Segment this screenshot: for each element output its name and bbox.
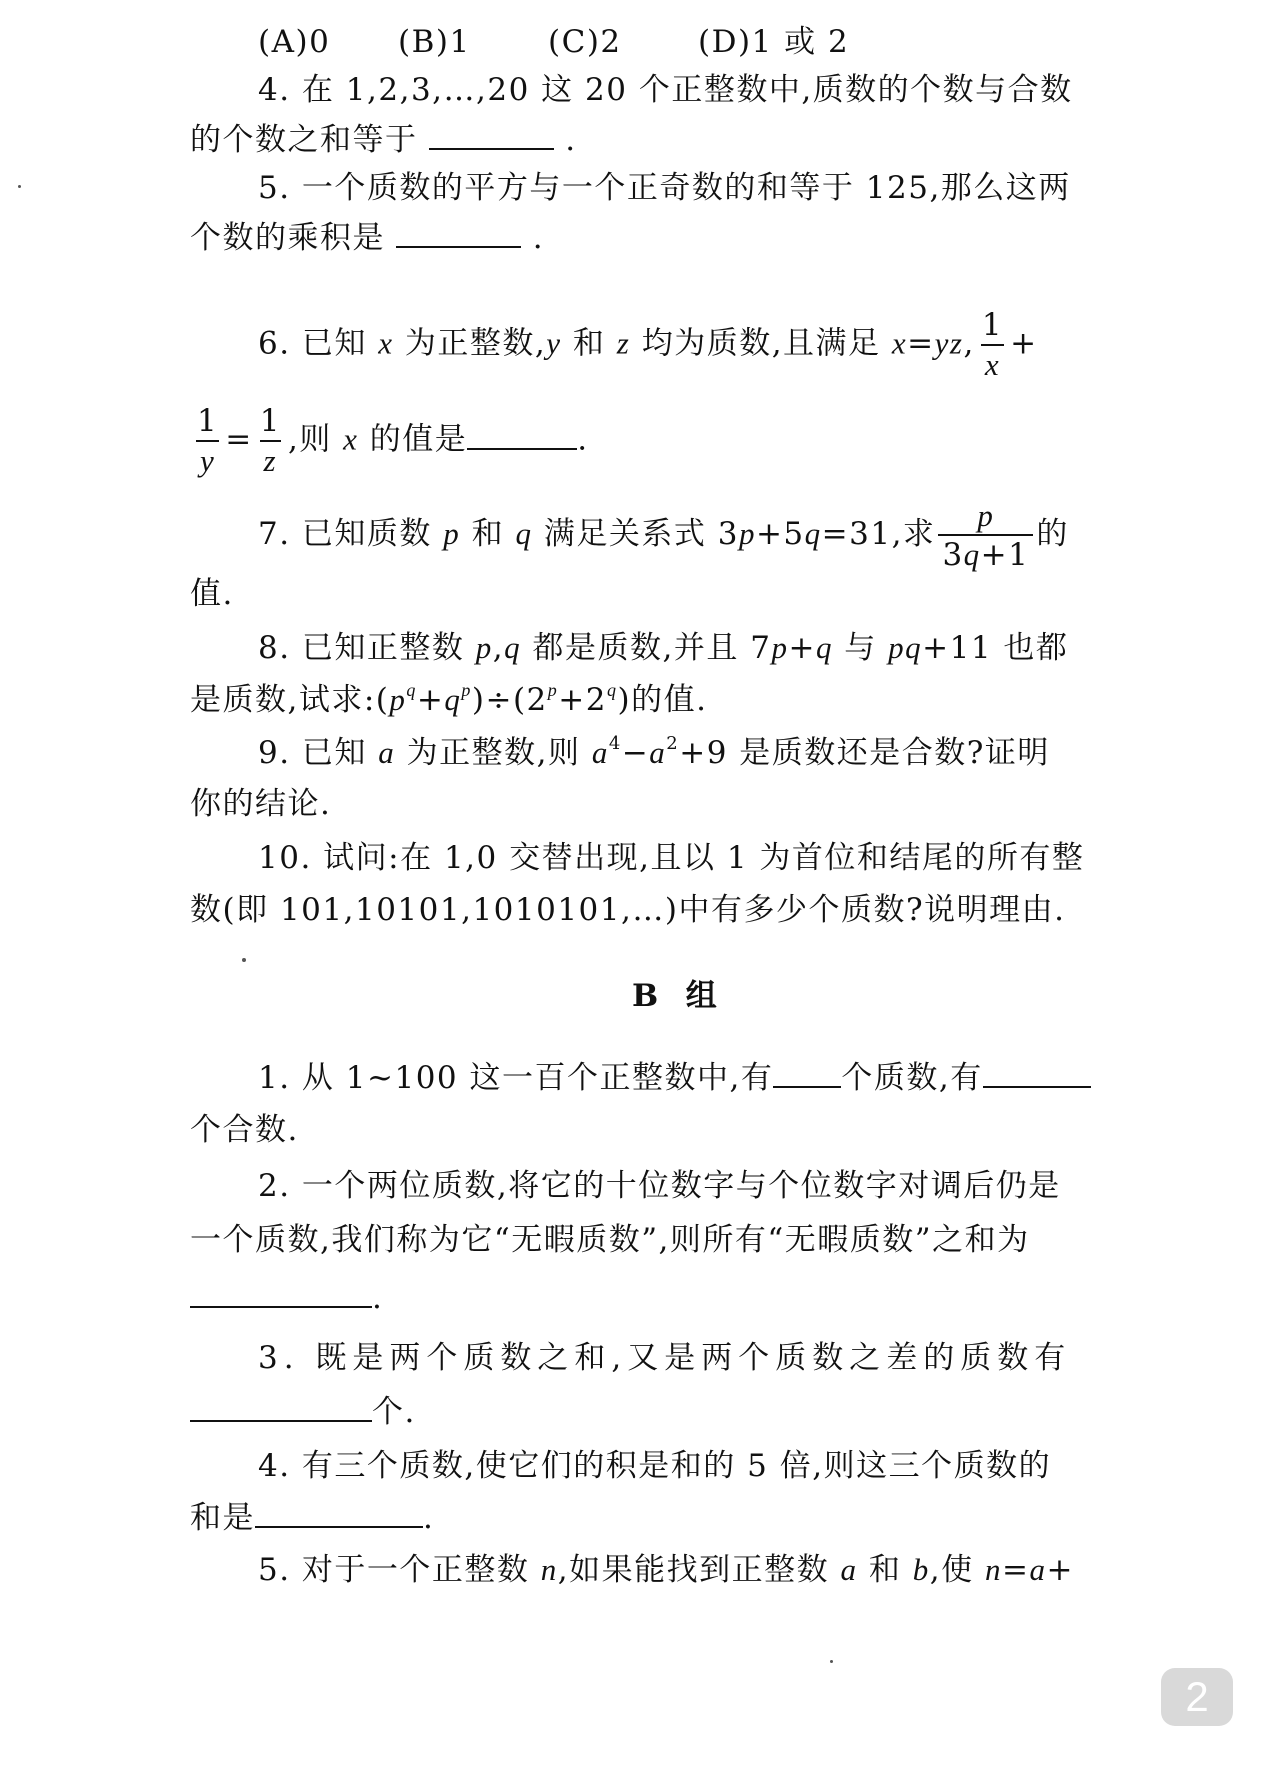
- exponent-p: p: [547, 680, 559, 700]
- b1-text: 1. 从 1~100 这一百个正整数中,有: [258, 1060, 774, 1096]
- option-b: (B)1: [398, 24, 471, 60]
- b4-text2: 和是: [190, 1500, 255, 1536]
- section-title-b: B 组: [632, 978, 719, 1014]
- question-a6-line1: [258, 307, 1038, 382]
- b3-text2: 个.: [372, 1394, 416, 1430]
- period: .: [532, 220, 545, 256]
- plus-sign: +: [1010, 325, 1038, 362]
- q8-text: +: [788, 630, 816, 666]
- question-b4-line2: [190, 1498, 434, 1538]
- var-pq: pq: [888, 630, 923, 665]
- denominator: z: [260, 440, 282, 476]
- q8-text: +11 也都: [922, 630, 1069, 666]
- den-part: 3: [942, 537, 964, 573]
- den-part: +1: [980, 537, 1030, 573]
- numerator: p: [977, 498, 995, 533]
- q6-text: 的值是: [358, 421, 468, 458]
- period: .: [423, 1500, 435, 1536]
- q7-text2: 值.: [190, 576, 234, 612]
- numerator: 1: [197, 403, 219, 439]
- var-p: p: [389, 682, 407, 717]
- q8-text: 8. 已知正整数: [258, 630, 476, 666]
- var-q: q: [504, 630, 522, 665]
- b2-text: 2. 一个两位质数,将它的十位数字与个位数字对调后仍是: [258, 1168, 1061, 1204]
- var-n: n: [540, 1552, 558, 1587]
- question-a4-text: 4. 在 1,2,3,…,20 这 20 个正整数中,质数的个数与合数: [258, 72, 1073, 108]
- var-n: n: [984, 1552, 1002, 1587]
- q7-text: 的: [1036, 516, 1069, 552]
- q7-text: 和: [460, 516, 516, 552]
- fraction-1-over-y: [193, 403, 222, 478]
- var-a: a: [1029, 1552, 1047, 1587]
- answer-blank-a5: [396, 218, 521, 248]
- question-b2-line1: [258, 1166, 1061, 1206]
- question-b2-line3: [190, 1278, 383, 1318]
- question-a4-line1: [258, 70, 1073, 110]
- comma: ,: [963, 325, 975, 362]
- exponent-2: 2: [666, 733, 680, 754]
- answer-blank-a4: [429, 120, 554, 150]
- var-q: q: [815, 630, 833, 665]
- equals-sign: =: [907, 325, 935, 362]
- answer-blank-a6: [467, 420, 577, 450]
- fraction-1-over-x: [978, 307, 1007, 382]
- q8-text: 都是质数,并且 7: [521, 630, 772, 666]
- b5-text: ,如果能找到正整数: [557, 1552, 841, 1588]
- var-q: q: [963, 537, 981, 572]
- var-q: q: [444, 682, 462, 717]
- var-p: p: [443, 516, 461, 551]
- q8-text: +2: [558, 682, 607, 718]
- question-a5-line2: [190, 218, 544, 258]
- answer-blank-b1-composites: [983, 1058, 1091, 1088]
- b5-text: 和: [857, 1552, 913, 1588]
- var-yz: yz: [934, 325, 964, 361]
- question-a4-line2: [190, 120, 577, 160]
- q8-text: 是质数,试求:(: [190, 682, 390, 718]
- question-a6-line2: [190, 403, 589, 478]
- scan-speck: [830, 1660, 833, 1663]
- q8-text: )÷(2: [471, 682, 548, 718]
- equals-sign: =: [1001, 1552, 1030, 1588]
- question-a7-line2: [190, 574, 234, 614]
- q6-text: 6. 已知: [258, 325, 379, 362]
- q6-text: 和: [561, 325, 617, 362]
- plus-sign: +: [1046, 1552, 1074, 1588]
- q7-text: +5: [755, 516, 805, 552]
- equals-sign: =: [225, 421, 253, 458]
- var-y: y: [546, 325, 562, 361]
- question-a5-text: 5. 一个质数的平方与一个正奇数的和等于 125,那么这两: [258, 170, 1071, 206]
- question-a4-text2: 的个数之和等于: [190, 122, 418, 158]
- var-x: x: [378, 325, 394, 361]
- question-b1-line2: [190, 1110, 299, 1150]
- q9-text: 为正整数,则: [395, 735, 592, 771]
- fraction-1-over-z: [256, 403, 285, 478]
- var-a: a: [591, 735, 609, 770]
- q10-text2: 数(即 101,10101,1010101,…)中有多少个质数?说明理由.: [190, 892, 1066, 928]
- q6-text: 为正整数,: [393, 325, 547, 362]
- question-a10-line1: [258, 838, 1084, 878]
- question-b2-line2: [190, 1220, 1030, 1260]
- period: .: [372, 1280, 384, 1316]
- option-d: (D)1 或 2: [698, 24, 850, 60]
- question-a7-line1: [258, 500, 1069, 571]
- exponent-q: q: [606, 680, 618, 700]
- plus-sign: +: [416, 682, 445, 718]
- b1-text: 个质数,有: [841, 1060, 983, 1096]
- q8-text: 与: [832, 630, 889, 666]
- var-z: z: [616, 325, 631, 361]
- var-p: p: [771, 630, 789, 665]
- question-a5-text2: 个数的乘积是: [190, 220, 385, 256]
- q8-text: )的值.: [617, 682, 708, 718]
- numerator: 1: [259, 403, 281, 439]
- answer-blank-b1-primes: [773, 1058, 841, 1088]
- var-b: b: [912, 1552, 930, 1587]
- period: .: [577, 421, 589, 458]
- q9-text: +9 是质数还是合数?证明: [679, 735, 1050, 771]
- question-a8-line2: [190, 680, 707, 720]
- exponent-4: 4: [608, 733, 622, 754]
- exponent-p: p: [461, 680, 472, 700]
- q6-text: 均为质数,且满足: [630, 325, 892, 362]
- b5-text: ,使: [929, 1552, 985, 1588]
- question-a10-line2: [190, 890, 1065, 930]
- period: .: [565, 122, 577, 158]
- var-a: a: [840, 1552, 858, 1587]
- option-a: (A)0: [258, 24, 331, 60]
- question-b1-line1: [258, 1058, 1091, 1098]
- b1-text2: 个合数.: [190, 1112, 299, 1148]
- question-b3-line1: [258, 1338, 1071, 1378]
- question-a5-line1: [258, 168, 1071, 208]
- question-b3-line2: [190, 1392, 416, 1432]
- var-p: p: [475, 630, 493, 665]
- var-a: a: [378, 735, 396, 770]
- page-number-badge: 2: [1161, 1668, 1233, 1726]
- b5-text: 5. 对于一个正整数: [258, 1552, 541, 1588]
- numerator: 1: [981, 307, 1004, 343]
- var-p: p: [738, 516, 756, 551]
- question-b5-line1: [258, 1550, 1074, 1590]
- answer-blank-b2: [190, 1278, 372, 1308]
- q7-text: 满足关系式 3: [532, 516, 739, 552]
- var-q: q: [804, 516, 822, 551]
- var-x: x: [343, 421, 359, 457]
- question-a9-line1: [258, 733, 1050, 773]
- q8-text: ,: [492, 630, 505, 666]
- answer-options: [258, 22, 849, 62]
- var-x: x: [891, 325, 908, 361]
- denominator: x: [981, 344, 1004, 380]
- var-a: a: [649, 735, 667, 770]
- scan-speck: [242, 958, 246, 962]
- exponent-q: q: [406, 680, 417, 700]
- b2-text2: 一个质数,我们称为它“无暇质数”,则所有“无暇质数”之和为: [190, 1222, 1030, 1258]
- answer-blank-b3: [190, 1392, 372, 1422]
- q7-text: =31,求: [821, 516, 936, 552]
- q9-text: 9. 已知: [258, 735, 379, 771]
- denominator: y: [196, 440, 219, 476]
- scan-speck: [18, 185, 21, 188]
- option-c: (C)2: [548, 24, 622, 60]
- fraction-p-over-3q-plus-1: [938, 500, 1033, 571]
- b3-text: 3. 既是两个质数之和,又是两个质数之差的质数有: [258, 1340, 1072, 1376]
- question-a8-line1: [258, 628, 1068, 668]
- q6-text: ,则: [287, 421, 344, 458]
- q7-text: 7. 已知质数: [258, 516, 444, 552]
- minus-sign: −: [621, 735, 650, 771]
- denominator: [938, 534, 1033, 571]
- question-a9-line2: [190, 784, 331, 824]
- b4-text: 4. 有三个质数,使它们的积是和的 5 倍,则这三个质数的: [258, 1448, 1052, 1484]
- var-q: q: [515, 516, 533, 551]
- q9-text2: 你的结论.: [190, 786, 332, 822]
- question-b4-line1: [258, 1446, 1051, 1486]
- answer-blank-b4: [255, 1498, 423, 1528]
- q10-text: 10. 试问:在 1,0 交替出现,且以 1 为首位和结尾的所有整: [258, 840, 1085, 876]
